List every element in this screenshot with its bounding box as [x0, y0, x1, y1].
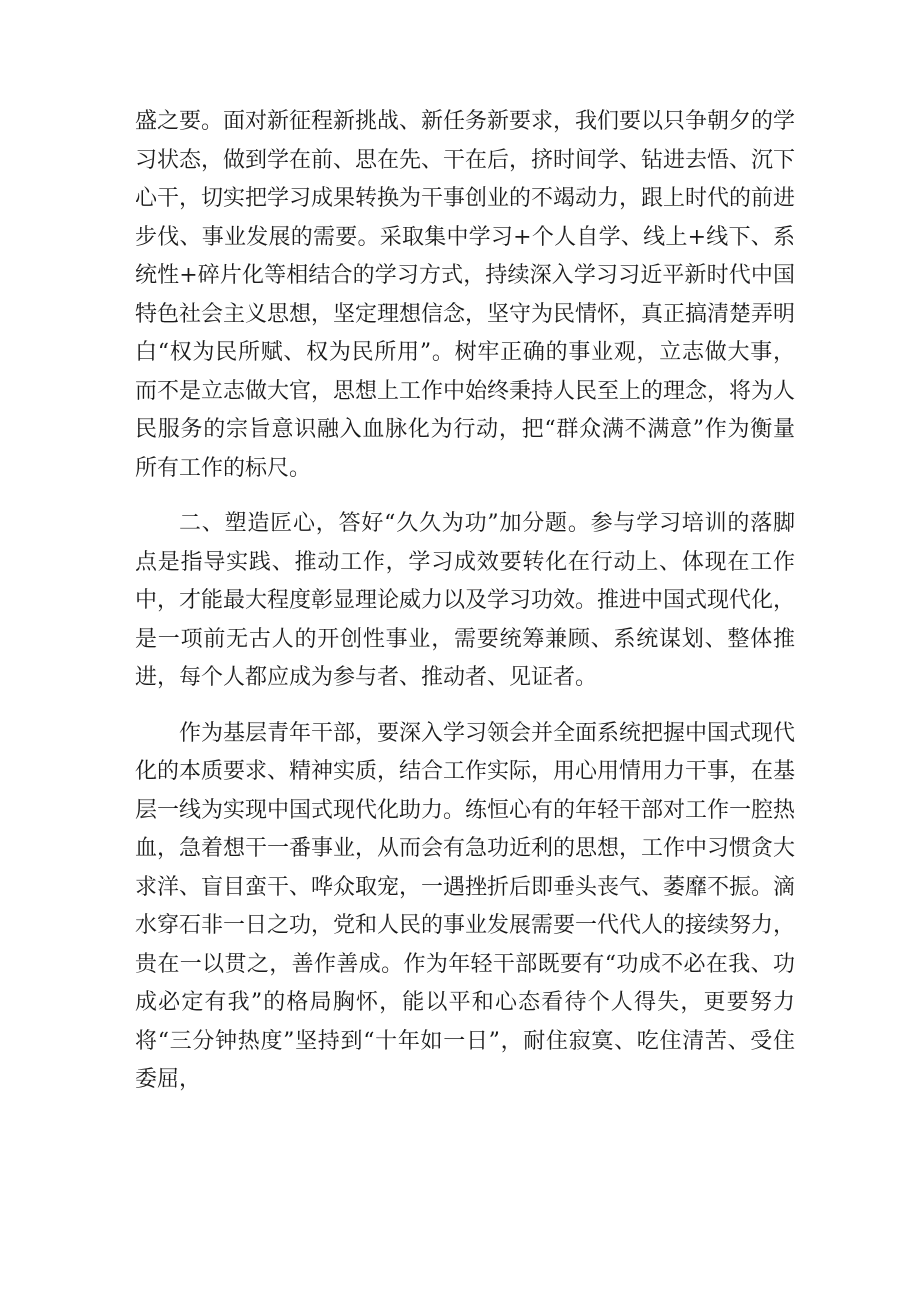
paragraph-youth-cadres: 作为基层青年干部，要深入学习领会并全面系统把握中国式现代化的本质要求、精神实质，结合工作实际，用心用情用力干事，在基层一线为实现中国式现代化助力。练恒心有的年轻干部对工作一腔热血，急着想干一番事业，从而会有急功近利的思想，工作中习惯贪大求洋、盲目蛮干、哗众取宠，一遇挫折后即垂头丧气、萎靡不振。滴水穿石非一日之功，党和人民的事业发展需要一代代人的接续努力，贵在一以贯之，善作善成。作为年轻干部既要有“功成不必在我、功成必定有我”的格局胸怀，能以平和心态看待个人得失，更要努力将“三分钟热度”坚持到“十年如一日”，耐住寂寞、吃住清苦、受住委屈， — [135, 720, 796, 1092]
paragraph-section-two: 二、塑造匠心，答好“久久为功”加分题。参与学习培训的落脚点是指导实践、推动工作，学习成效要转化在行动上、体现在工作中，才能最大程度彰显理论威力以及学习功效。推进中国式现代化，是一项前无古人的开创性事业，需要统筹兼顾、系统谋划、整体推进，每个人都应成为参与者、推动者、见证者。 — [135, 511, 796, 690]
paragraph-continuation: 盛之要。面对新征程新挑战、新任务新要求，我们要以只争朝夕的学习状态，做到学在前、思在先、干在后，挤时间学、钻进去悟、沉下心干，切实把学习成果转换为干事创业的不竭动力，跟上时代的前进步伐、事业发展的需要。采取集中学习+个人自学、线上+线下、系统性+碎片化等相结合的学习方式，持续深入学习习近平新时代中国特色社会主义思想，坚定理想信念，坚守为民情怀，真正搞清楚弄明白“权为民所赋、权为民所用”。树牢正确的事业观，立志做大事，而不是立志做大官，思想上工作中始终秉持人民至上的理念，将为人民服务的宗旨意识融入血脉化为行动，把“群众满不满意”作为衡量所有工作的标尺。 — [135, 109, 796, 481]
document-body — [135, 103, 795, 1100]
